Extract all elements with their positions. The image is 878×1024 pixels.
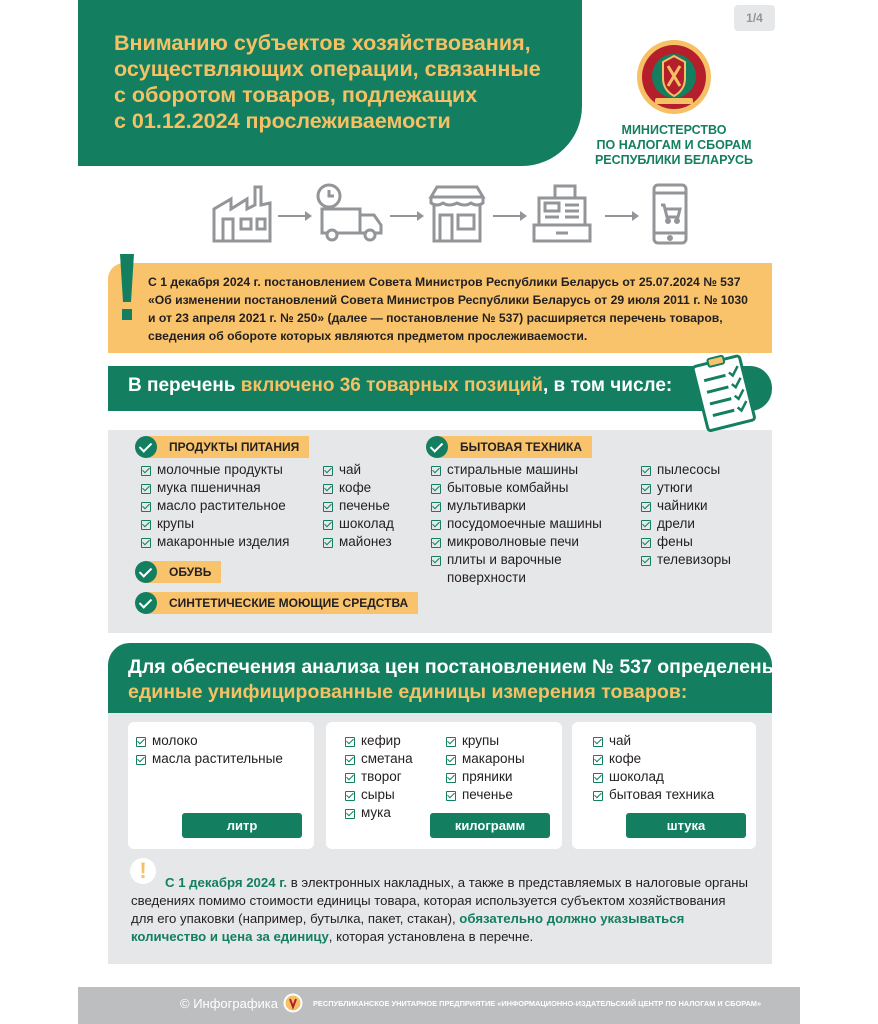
list-item: пряники	[445, 768, 525, 786]
shop-icon	[427, 183, 487, 243]
list-item: микроволновые печи	[430, 533, 630, 551]
chain-arrow	[493, 215, 525, 217]
check-circle-icon	[135, 561, 157, 583]
list-item: молочные продукты	[140, 461, 290, 479]
copyright-text: © Инфографика	[180, 996, 279, 1011]
list-item: посудомоечные машины	[430, 515, 630, 533]
header-banner	[78, 0, 582, 166]
list-item: бытовые комбайны	[430, 479, 630, 497]
check-circle-icon	[135, 436, 157, 458]
category-appliances-label: БЫТОВАЯ ТЕХНИКА	[436, 436, 592, 458]
list-item: фены	[640, 533, 731, 551]
list-item: стиральные машины	[430, 461, 630, 479]
list-item: бытовая техника	[592, 786, 714, 804]
units-heading: Для обеспечения анализа цен постановлением № 537 определены единые унифицированные единицы измерения товаров:	[128, 656, 779, 703]
appliance-items-col1	[430, 461, 630, 587]
unit-liter-label: литр	[182, 813, 302, 838]
footnote-text: С 1 декабря 2024 г. в электронных накладных, а также в представляемых в налоговые органы сведениях помимо стоимости единицы товара, которая используется субъектом хозяйствования для его упаковки (например, бутылка, пакет, стакан), обязательно должно указываться количество и цена за единицу, которая установлена в перечне.	[131, 875, 749, 944]
appliance-items-col2	[640, 461, 731, 569]
check-circle-icon	[426, 436, 448, 458]
list-item: чай	[322, 461, 394, 479]
list-item: творог	[344, 768, 413, 786]
kilogram-items-col1	[344, 732, 413, 822]
chain-arrow	[278, 215, 310, 217]
category-detergents-label: СИНТЕТИЧЕСКИЕ МОЮЩИЕ СРЕДСТВА	[145, 592, 418, 614]
ministry-emblem-icon	[635, 38, 713, 116]
delivery-truck-icon	[316, 183, 384, 243]
list-item: шоколад	[322, 515, 394, 533]
list-item: мука пшеничная	[140, 479, 290, 497]
list-item: печенье	[445, 786, 525, 804]
category-food-label: ПРОДУКТЫ ПИТАНИЯ	[145, 436, 309, 458]
list-item: чайники	[640, 497, 731, 515]
kilogram-items-col2	[445, 732, 525, 804]
category-shoes-label: ОБУВЬ	[145, 561, 221, 583]
list-item: мультиварки	[430, 497, 630, 515]
page-title: Вниманию субъектов хозяйствования, осуществляющих операции, связанные с оборотом товаров, подлежащих с 01.12.2024 прослеживаемости	[114, 31, 541, 133]
exclamation-icon	[118, 254, 136, 324]
notice-text: С 1 декабря 2024 г. постановлением Совета Министров Республики Беларусь от 25.07.2024 № 537 «Об изменении постановлений Совета Министров Республики Беларусь от 29 июля 2011 г. № 1030 и от 23 апреля 2021 г. № 250» (далее — постановление № 537) расширяется перечень товаров, сведения об обороте которых являются предметом прослеживаемости.	[148, 275, 748, 343]
list-item: чай	[592, 732, 714, 750]
list-item: плиты и варочные поверхности	[430, 551, 590, 587]
list-item: печенье	[322, 497, 394, 515]
list-item: кефир	[344, 732, 413, 750]
list-item: шоколад	[592, 768, 714, 786]
list-item: масло растительное	[140, 497, 290, 515]
unit-kilogram-label: килограмм	[430, 813, 550, 838]
food-items-col1	[140, 461, 290, 551]
list-item: телевизоры	[640, 551, 731, 569]
list-item: макароны	[445, 750, 525, 768]
check-circle-icon	[135, 592, 157, 614]
ministry-name: МИНИСТЕРСТВО ПО НАЛОГАМ И СБОРАМ РЕСПУБЛИКИ БЕЛАРУСЬ	[594, 123, 754, 167]
liter-items	[135, 732, 283, 768]
clipboard-checklist-icon	[692, 354, 758, 432]
exclamation-icon: !	[130, 858, 156, 884]
list-item: мука	[344, 804, 413, 822]
list-item: сметана	[344, 750, 413, 768]
list-item: пылесосы	[640, 461, 731, 479]
publisher-logo-icon	[283, 993, 303, 1013]
smartphone-cart-icon	[651, 183, 689, 245]
publisher-name: РЕСПУБЛИКАНСКОЕ УНИТАРНОЕ ПРЕДПРИЯТИЕ «ИНФОРМАЦИОННО-ИЗДАТЕЛЬСКИЙ ЦЕНТР ПО НАЛОГАМ И СБОРАМ»	[313, 999, 762, 1008]
chain-arrow	[390, 215, 422, 217]
unit-piece-label: штука	[626, 813, 746, 838]
list-item: дрели	[640, 515, 731, 533]
list-item: майонез	[322, 533, 394, 551]
food-items-col2	[322, 461, 394, 551]
list-item: кофе	[322, 479, 394, 497]
list-item: утюги	[640, 479, 731, 497]
factory-icon	[211, 183, 273, 243]
page-number-badge: 1/4	[734, 5, 775, 31]
list-item: масла растительные	[135, 750, 283, 768]
chain-arrow	[605, 215, 637, 217]
cash-register-icon	[531, 183, 593, 243]
list-item: кофе	[592, 750, 714, 768]
list-item: сыры	[344, 786, 413, 804]
list-item: макаронные изделия	[140, 533, 290, 551]
piece-items	[592, 732, 714, 804]
list-item: молоко	[135, 732, 283, 750]
list-item: крупы	[140, 515, 290, 533]
product-list-heading: В перечень включено 36 товарных позиций, в том числе:	[128, 375, 673, 396]
list-item: крупы	[445, 732, 525, 750]
